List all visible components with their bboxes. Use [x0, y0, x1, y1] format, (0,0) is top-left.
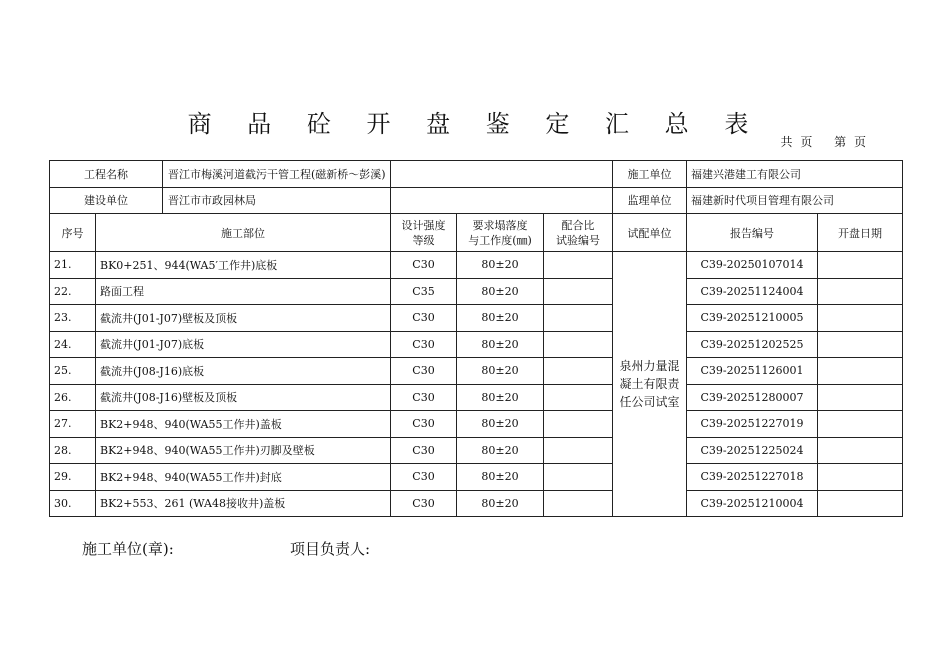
row-mix: [544, 278, 613, 305]
table-row: [50, 437, 903, 464]
row-report: C39-20251227018: [687, 464, 818, 491]
row-report: C39-20251227019: [687, 411, 818, 438]
owner-value: 晋江市市政园林局: [168, 194, 256, 208]
row-seq: 30.: [50, 490, 96, 517]
row-mix: [544, 490, 613, 517]
header-row: [50, 214, 903, 252]
row-part: BK2+948、940(WA55工作井)盖板: [96, 411, 391, 438]
row-part: BK2+948、940(WA55工作井)刃脚及壁板: [96, 437, 391, 464]
row-grade: C30: [391, 331, 457, 358]
supervisor-value: 福建新时代项目管理有限公司: [687, 187, 903, 214]
row-part: 截流井(J08-J16)壁板及顶板: [96, 384, 391, 411]
lab-name: 泉州力量混凝土有限责任公司试室: [613, 252, 687, 517]
row-slump: 80±20: [457, 305, 544, 332]
row-seq: 25.: [50, 358, 96, 385]
row-grade: C30: [391, 490, 457, 517]
contractor-value: 福建兴港建工有限公司: [687, 161, 903, 188]
row-date: [818, 490, 903, 517]
row-slump: 80±20: [457, 278, 544, 305]
row-part: BK0+251、944(WA5′工作井)底板: [96, 252, 391, 279]
row-date: [818, 305, 903, 332]
row-slump: 80±20: [457, 384, 544, 411]
row-report: C39-20251210004: [687, 490, 818, 517]
row-grade: C35: [391, 278, 457, 305]
row-date: [818, 278, 903, 305]
header-part: 施工部位: [96, 214, 391, 252]
header-slump: 要求塌落度 与工作度(㎜): [457, 214, 544, 252]
header-seq: 序号: [50, 214, 96, 252]
row-grade: C30: [391, 252, 457, 279]
row-report: C39-20251225024: [687, 437, 818, 464]
row-slump: 80±20: [457, 464, 544, 491]
row-seq: 23.: [50, 305, 96, 332]
page-current: 第 页: [834, 135, 868, 149]
summary-table: [49, 160, 903, 517]
row-part: BK2+948、940(WA55工作井)封底: [96, 464, 391, 491]
row-part: BK2+553、261 (WA48接收井)盖板: [96, 490, 391, 517]
row-slump: 80±20: [457, 411, 544, 438]
document-title: 商 品 砼 开 盘 鉴 定 汇 总 表: [187, 110, 763, 138]
row-part: 路面工程: [96, 278, 391, 305]
table-row: [50, 252, 903, 279]
row-slump: 80±20: [457, 358, 544, 385]
table-row: [50, 411, 903, 438]
row-report: C39-20251126001: [687, 358, 818, 385]
row-date: [818, 252, 903, 279]
row-grade: C30: [391, 305, 457, 332]
row-grade: C30: [391, 358, 457, 385]
project-value: 晋江市梅溪河道截污干管工程(磁新桥～彭溪): [168, 167, 386, 181]
row-mix: [544, 411, 613, 438]
row-date: [818, 411, 903, 438]
row-mix: [544, 305, 613, 332]
row-mix: [544, 464, 613, 491]
table-row: [50, 490, 903, 517]
row-grade: C30: [391, 411, 457, 438]
row-slump: 80±20: [457, 437, 544, 464]
row-date: [818, 437, 903, 464]
info-row-project: [50, 161, 903, 188]
header-lab: 试配单位: [613, 214, 687, 252]
row-grade: C30: [391, 437, 457, 464]
page-total: 共 页: [780, 135, 815, 149]
row-slump: 80±20: [457, 252, 544, 279]
row-seq: 22.: [50, 278, 96, 305]
table-row: [50, 358, 903, 385]
row-mix: [544, 358, 613, 385]
row-mix: [544, 437, 613, 464]
row-seq: 21.: [50, 252, 96, 279]
row-seq: 24.: [50, 331, 96, 358]
page-info: [767, 133, 868, 150]
row-report: C39-20251280007: [687, 384, 818, 411]
row-slump: 80±20: [457, 490, 544, 517]
contractor-label: 施工单位: [613, 161, 687, 188]
row-date: [818, 331, 903, 358]
row-report: C39-20251124004: [687, 278, 818, 305]
table-row: [50, 331, 903, 358]
row-seq: 28.: [50, 437, 96, 464]
table-row: [50, 278, 903, 305]
supervisor-label: 监理单位: [613, 187, 687, 214]
row-report: C39-20250107014: [687, 252, 818, 279]
row-grade: C30: [391, 384, 457, 411]
header-grade: 设计强度 等级: [391, 214, 457, 252]
row-report: C39-20251202525: [687, 331, 818, 358]
row-part: 截流井(J01-J07)底板: [96, 331, 391, 358]
project-label: 工程名称: [50, 161, 163, 187]
row-seq: 27.: [50, 411, 96, 438]
row-mix: [544, 384, 613, 411]
row-grade: C30: [391, 464, 457, 491]
row-slump: 80±20: [457, 331, 544, 358]
row-seq: 26.: [50, 384, 96, 411]
contractor-seal-label: 施工单位(章):: [82, 540, 174, 558]
row-date: [818, 358, 903, 385]
row-date: [818, 464, 903, 491]
header-report: 报告编号: [687, 214, 818, 252]
row-seq: 29.: [50, 464, 96, 491]
row-report: C39-20251210005: [687, 305, 818, 332]
table-row: [50, 464, 903, 491]
header-mix: 配合比 试验编号: [544, 214, 613, 252]
row-part: 截流井(J01-J07)壁板及顶板: [96, 305, 391, 332]
header-date: 开盘日期: [818, 214, 903, 252]
row-mix: [544, 252, 613, 279]
owner-label: 建设单位: [50, 188, 163, 214]
table-row: [50, 384, 903, 411]
project-lead-label: 项目负责人:: [290, 540, 371, 558]
row-part: 截流井(J08-J16)底板: [96, 358, 391, 385]
row-date: [818, 384, 903, 411]
row-mix: [544, 331, 613, 358]
table-row: [50, 305, 903, 332]
info-row-owner: [50, 187, 903, 214]
